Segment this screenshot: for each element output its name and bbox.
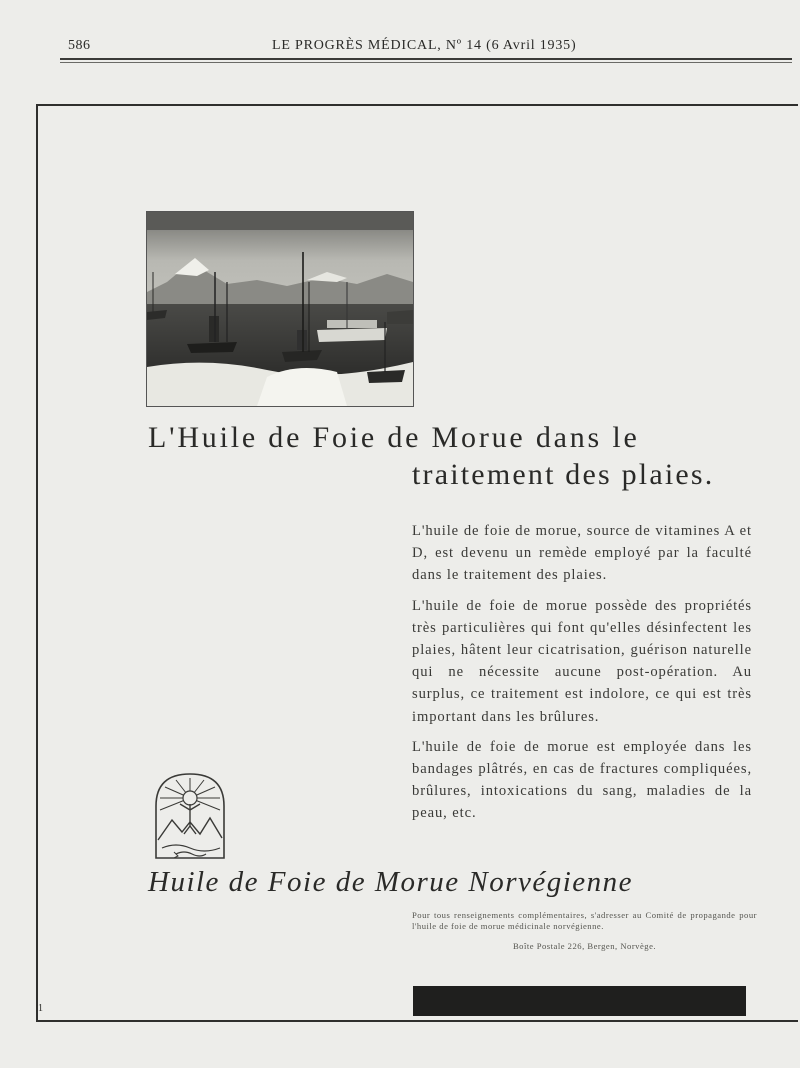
info-text: Pour tous renseignements complémentaires, s'adresser au Comité de propagande pour l'huile de foie de morue médicinale norvégienne. (412, 910, 757, 931)
frame-mark: 1 (38, 1003, 43, 1014)
header-rule (60, 58, 792, 60)
sunrise-mountains-emblem-icon (152, 770, 228, 862)
harbor-photo (146, 211, 414, 407)
page-header (60, 38, 792, 58)
postal-address: Boîte Postale 226, Bergen, Norvège. (512, 941, 657, 951)
paragraph-2: L'huile de foie de morue possède des propriétés très particulières qui font qu'elles désinfectent les plaies, hâtent leur cicatrisation, guérison naturelle qui ne nécessite aucune post-opération. Au surplus, ce traitement est indolore, ce qui est très important dans les brûlures. (412, 597, 752, 725)
header-rule-thin (60, 62, 792, 63)
paragraph-3: L'huile de foie de morue est employée dans les bandages plâtrés, en cas de fractures compliquées, brûlures, intoxications du sang, maladies de la peau, etc. (412, 738, 752, 822)
black-bar (413, 986, 746, 1016)
ad-body (412, 520, 752, 833)
paragraph-1: L'huile de foie de morue, source de vitamines A et D, est devenu un remède employé par la faculté dans le traitement des plaies. (412, 523, 752, 584)
harbor-boats-photo (147, 212, 413, 406)
page-number: 586 (68, 38, 91, 53)
ad-title-line1: L'Huile de Foie de Morue dans le (148, 421, 640, 454)
product-name: Huile de Foie de Morue Norvégienne (148, 866, 634, 898)
ad-title-line2: traitement des plaies. (412, 458, 715, 491)
running-title: LE PROGRÈS MÉDICAL, Nº 14 (6 Avril 1935) (272, 38, 577, 53)
